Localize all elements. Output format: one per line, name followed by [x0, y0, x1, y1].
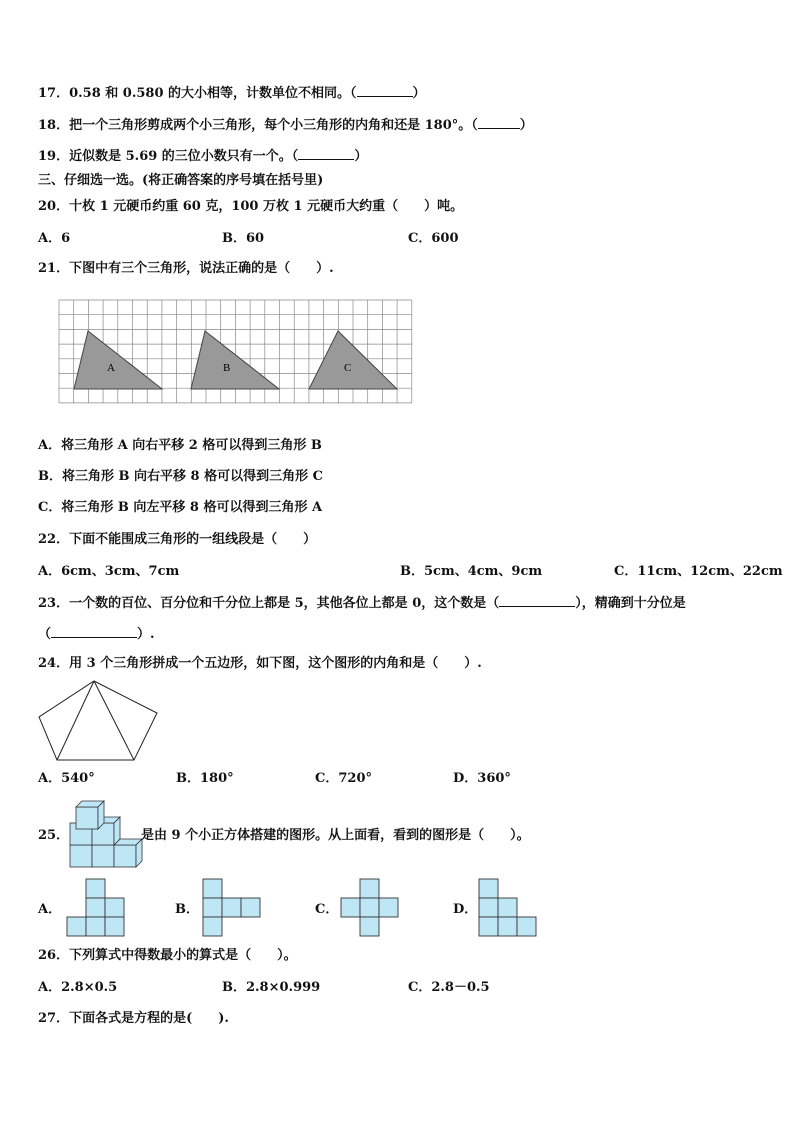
option-a[interactable]: A．6	[38, 231, 71, 246]
option-d[interactable]: D．	[453, 902, 478, 917]
triangle-c-label: C	[344, 362, 352, 374]
triangle-b-label: B	[223, 362, 231, 374]
option-b[interactable]: B．60	[222, 231, 265, 246]
question-25: 是由 9 个小正方体搭建的图形。从上面看，看到的图形是（ ）。	[141, 828, 530, 843]
option-c[interactable]: C．11cm、12cm、22cm	[614, 564, 783, 579]
option-b[interactable]: B．2.8×0.999	[222, 980, 321, 995]
option-b[interactable]: B．将三角形 B 向右平移 8 格可以得到三角形 C	[38, 469, 323, 484]
option-c[interactable]: C．将三角形 B 向左平移 8 格可以得到三角形 A	[38, 500, 323, 515]
question-25-number: 25．	[38, 828, 70, 843]
option-c[interactable]: C．600	[408, 231, 459, 246]
option-a[interactable]: A．	[38, 902, 62, 917]
option-c[interactable]: C．2.8－0.5	[408, 980, 490, 995]
question-24: 24．用 3 个三角形拼成一个五边形，如下图，这个图形的内角和是（ ）.	[38, 656, 482, 671]
section-heading: 三、仔细选一选。(将正确答案的序号填在括号里)	[38, 173, 324, 188]
option-c[interactable]: C．	[315, 902, 339, 917]
option-a-view[interactable]	[66, 878, 126, 938]
option-b[interactable]: B．180°	[176, 771, 234, 786]
cube-stack-figure	[68, 802, 142, 868]
option-c[interactable]: C．720°	[315, 771, 372, 786]
option-a[interactable]: A．6cm、3cm、7cm	[38, 564, 180, 579]
question-22: 22．下面不能围成三角形的一组线段是（ ）	[38, 532, 317, 547]
question-20: 20．十枚 1 元硬币约重 60 克，100 万枚 1 元硬币大约重（ ）吨。	[38, 199, 464, 214]
question-19: 19．近似数是 5.69 的三位小数只有一个。（ ）	[38, 149, 368, 164]
option-a[interactable]: A．2.8×0.5	[38, 980, 118, 995]
question-27: 27．下面各式是方程的是( ).	[38, 1011, 229, 1026]
question-21: 21．下图中有三个三角形，说法正确的是（ ）.	[38, 261, 334, 276]
answer-blank[interactable]	[51, 625, 137, 638]
triangle-a-label: A	[107, 362, 115, 374]
question-23-cont: （ ）.	[38, 627, 155, 642]
option-c-view[interactable]	[340, 878, 400, 938]
triangle-b	[191, 331, 279, 389]
triangle-grid-figure	[59, 300, 413, 404]
pentagon-figure	[37, 680, 159, 762]
answer-blank[interactable]	[499, 594, 575, 607]
option-d-view[interactable]	[478, 878, 538, 938]
question-17: 17．0.58 和 0.580 的大小相等，计数单位不相同。（ ）	[38, 86, 426, 101]
answer-blank[interactable]	[357, 84, 413, 97]
option-a[interactable]: A．将三角形 A 向右平移 2 格可以得到三角形 B	[38, 438, 322, 453]
question-23: 23．一个数的百位、百分位和千分位上都是 5，其他各位上都是 0，这个数是（ ），精确到十分位是	[38, 596, 686, 611]
answer-blank[interactable]	[298, 147, 354, 160]
option-b[interactable]: B．	[175, 902, 199, 917]
question-26: 26．下列算式中得数最小的算式是（ ）。	[38, 948, 297, 963]
option-a[interactable]: A．540°	[38, 771, 95, 786]
option-d[interactable]: D．360°	[453, 771, 511, 786]
option-b-view[interactable]	[202, 878, 262, 938]
option-b[interactable]: B．5cm、4cm、9cm	[400, 564, 543, 579]
answer-blank[interactable]	[478, 116, 520, 129]
question-18: 18．把一个三角形剪成两个小三角形，每个小三角形的内角和还是 180°。（ ）	[38, 118, 533, 133]
